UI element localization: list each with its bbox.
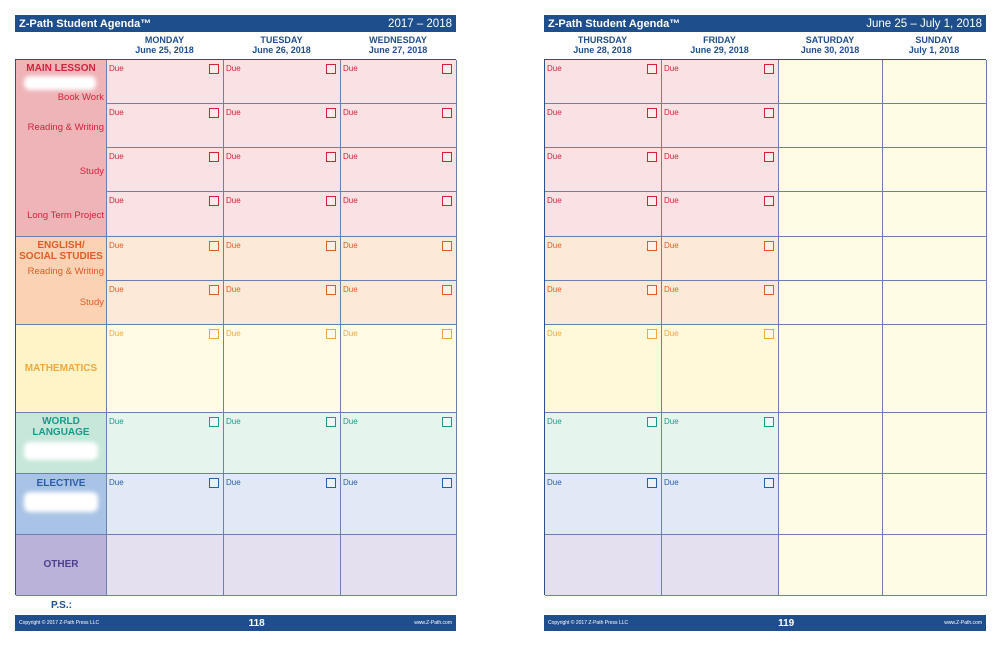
schedule-cell[interactable] [107,325,224,413]
schedule-cell[interactable] [341,104,457,148]
due-label: Due [343,108,358,117]
due-label: Due [664,196,679,205]
due-label: Due [664,108,679,117]
schedule-cell[interactable] [545,281,662,325]
schedule-cell[interactable] [883,237,987,281]
redacted-language-name [24,442,98,460]
due-label: Due [664,241,679,250]
due-checkbox[interactable] [209,478,219,488]
due-label: Due [664,417,679,426]
due-label: Due [664,329,679,338]
due-checkbox[interactable] [442,152,452,162]
due-label: Due [226,64,241,73]
day-header-thursday: THURSDAY June 28, 2018 [573,35,632,55]
due-checkbox[interactable] [647,241,657,251]
schedule-cell[interactable] [545,148,662,192]
week-range: June 25 – July 1, 2018 [866,17,982,30]
day-header-saturday: SATURDAY June 30, 2018 [800,35,860,55]
day-header-tuesday: TUESDAY June 26, 2018 [252,35,311,55]
schedule-cell[interactable] [883,535,987,596]
math-title: MATHEMATICS [24,363,98,374]
due-label: Due [547,329,562,338]
due-label: Due [109,241,124,250]
day-header-friday: FRIDAY June 29, 2018 [690,35,749,55]
due-label: Due [343,285,358,294]
due-checkbox[interactable] [647,478,657,488]
day-header-wednesday: WEDNESDAY June 27, 2018 [368,35,428,55]
schedule-cell[interactable] [545,104,662,148]
schedule-cell[interactable] [545,325,662,413]
schedule-cell[interactable] [779,104,883,148]
schedule-cell[interactable] [545,60,662,104]
due-label: Due [547,285,562,294]
due-checkbox[interactable] [442,329,452,339]
due-checkbox[interactable] [326,152,336,162]
due-checkbox[interactable] [764,329,774,339]
due-label: Due [343,64,358,73]
due-checkbox[interactable] [442,478,452,488]
due-label: Due [547,108,562,117]
schedule-cell[interactable] [341,325,457,413]
due-label: Due [109,329,124,338]
due-checkbox[interactable] [209,329,219,339]
page-number: 118 [248,617,265,629]
due-label: Due [343,478,358,487]
due-checkbox[interactable] [209,196,219,206]
due-checkbox[interactable] [647,417,657,427]
schedule-cell[interactable] [883,325,987,413]
due-checkbox[interactable] [647,196,657,206]
schedule-cell[interactable] [662,474,779,535]
schedule-cell[interactable] [341,192,457,237]
due-label: Due [109,108,124,117]
due-checkbox[interactable] [647,152,657,162]
schedule-cell[interactable] [779,281,883,325]
due-checkbox[interactable] [647,329,657,339]
due-checkbox[interactable] [442,417,452,427]
day-header-monday: MONDAY June 25, 2018 [135,35,194,55]
due-label: Due [226,417,241,426]
due-label: Due [547,241,562,250]
due-checkbox[interactable] [647,108,657,118]
due-checkbox[interactable] [209,152,219,162]
schedule-cell[interactable] [224,192,341,237]
due-checkbox[interactable] [209,64,219,74]
redacted-elective-name [24,492,98,512]
schedule-cell[interactable] [107,104,224,148]
due-label: Due [547,64,562,73]
schedule-cell[interactable] [779,325,883,413]
schedule-cell[interactable] [224,60,341,104]
due-label: Due [547,152,562,161]
schedule-cell[interactable] [341,281,457,325]
agenda-title: Z-Path Student Agenda™ [548,17,681,30]
schedule-cell[interactable] [662,325,779,413]
schedule-cell[interactable] [545,474,662,535]
schedule-cell[interactable] [107,60,224,104]
schedule-cell[interactable] [341,148,457,192]
copyright: Copyright © 2017 Z-Path Press LLC [548,620,629,626]
left-header-bar [15,15,456,32]
due-checkbox[interactable] [326,329,336,339]
schedule-cell[interactable] [662,60,779,104]
due-label: Due [343,241,358,250]
schedule-cell[interactable] [779,192,883,237]
ps-label: P.S.: [51,600,72,611]
page-number: 119 [778,617,795,629]
schedule-cell[interactable] [662,281,779,325]
school-year: 2017 – 2018 [388,17,452,30]
schedule-cell[interactable] [662,192,779,237]
schedule-cell[interactable] [224,104,341,148]
schedule-cell[interactable] [224,281,341,325]
row-label-study: Study [79,166,104,177]
due-label: Due [664,152,679,161]
schedule-cell[interactable] [341,237,457,281]
schedule-cell[interactable] [107,281,224,325]
english-label [16,237,107,325]
due-label: Due [226,196,241,205]
left-footer-bar [15,615,456,631]
schedule-cell[interactable] [224,237,341,281]
due-checkbox[interactable] [326,196,336,206]
day-header-sunday: SUNDAY July 1, 2018 [908,35,960,55]
elective-title: ELECTIVE [36,478,86,489]
due-label: Due [547,478,562,487]
copyright: Copyright © 2017 Z-Path Press LLC [19,620,100,626]
other-label [16,535,107,596]
due-checkbox[interactable] [209,108,219,118]
right-schedule-grid [544,59,986,595]
schedule-cell[interactable] [107,413,224,474]
due-checkbox[interactable] [442,196,452,206]
website: www.Z-Path.com [944,620,982,626]
due-checkbox[interactable] [442,64,452,74]
left-schedule-grid [15,59,456,595]
due-checkbox[interactable] [764,417,774,427]
schedule-cell[interactable] [545,237,662,281]
website: www.Z-Path.com [414,620,452,626]
schedule-cell[interactable] [779,413,883,474]
other-title: OTHER [43,559,79,570]
schedule-cell[interactable] [662,237,779,281]
main-lesson-title: MAIN LESSON [26,63,96,74]
schedule-cell[interactable] [662,104,779,148]
due-checkbox[interactable] [442,241,452,251]
schedule-cell[interactable] [224,413,341,474]
due-checkbox[interactable] [647,285,657,295]
schedule-cell[interactable] [779,535,883,596]
due-label: Due [109,478,124,487]
schedule-cell[interactable] [224,325,341,413]
due-checkbox[interactable] [326,108,336,118]
due-label: Due [226,152,241,161]
due-label: Due [109,196,124,205]
due-label: Due [664,64,679,73]
english-title: ENGLISH/ SOCIAL STUDIES [19,240,103,262]
due-checkbox[interactable] [326,241,336,251]
due-label: Due [226,241,241,250]
schedule-cell[interactable] [545,192,662,237]
schedule-cell[interactable] [107,237,224,281]
schedule-cell[interactable] [883,104,987,148]
schedule-cell[interactable] [662,413,779,474]
schedule-cell[interactable] [224,148,341,192]
due-checkbox[interactable] [442,108,452,118]
due-checkbox[interactable] [764,108,774,118]
due-checkbox[interactable] [764,241,774,251]
due-label: Due [343,152,358,161]
schedule-cell[interactable] [107,148,224,192]
schedule-cell[interactable] [883,60,987,104]
row-label-reading-writing: Reading & Writing [27,122,104,133]
due-label: Due [664,285,679,294]
due-label: Due [343,417,358,426]
redacted-teacher-name [24,76,96,90]
schedule-cell[interactable] [779,60,883,104]
due-label: Due [109,285,124,294]
schedule-cell[interactable] [107,474,224,535]
schedule-cell[interactable] [224,535,341,596]
due-checkbox[interactable] [764,478,774,488]
due-checkbox[interactable] [764,64,774,74]
due-checkbox[interactable] [326,285,336,295]
due-label: Due [226,108,241,117]
due-checkbox[interactable] [326,417,336,427]
row-label-reading-writing: Reading & Writing [27,266,104,277]
schedule-cell[interactable] [545,535,662,596]
due-checkbox[interactable] [209,417,219,427]
due-label: Due [226,329,241,338]
due-label: Due [547,196,562,205]
right-footer-bar [544,615,986,631]
schedule-cell[interactable] [883,148,987,192]
agenda-title: Z-Path Student Agenda™ [19,17,152,30]
schedule-cell[interactable] [662,535,779,596]
schedule-cell[interactable] [779,474,883,535]
due-checkbox[interactable] [209,285,219,295]
schedule-cell[interactable] [883,474,987,535]
schedule-cell[interactable] [662,148,779,192]
elective-label [16,474,107,535]
row-label-study: Study [79,297,104,308]
schedule-cell[interactable] [779,148,883,192]
due-checkbox[interactable] [647,64,657,74]
due-checkbox[interactable] [442,285,452,295]
schedule-cell[interactable] [341,474,457,535]
due-label: Due [547,417,562,426]
schedule-cell[interactable] [341,413,457,474]
due-checkbox[interactable] [326,478,336,488]
schedule-cell[interactable] [341,535,457,596]
schedule-cell[interactable] [883,413,987,474]
due-checkbox[interactable] [764,196,774,206]
due-label: Due [226,478,241,487]
main-lesson-label [16,60,107,237]
due-label: Due [664,478,679,487]
due-label: Due [109,64,124,73]
due-label: Due [109,417,124,426]
math-label [16,325,107,413]
schedule-cell[interactable] [883,281,987,325]
schedule-cell[interactable] [341,60,457,104]
row-label-book-work: Book Work [57,92,104,103]
due-label: Due [226,285,241,294]
schedule-cell[interactable] [224,474,341,535]
world-language-title: WORLD LANGUAGE [32,416,90,438]
schedule-cell[interactable] [107,535,224,596]
schedule-cell[interactable] [545,413,662,474]
schedule-cell[interactable] [107,192,224,237]
due-label: Due [109,152,124,161]
right-header-bar [544,15,986,32]
due-checkbox[interactable] [326,64,336,74]
schedule-cell[interactable] [883,192,987,237]
world-language-label [16,413,107,474]
due-checkbox[interactable] [764,285,774,295]
due-label: Due [343,196,358,205]
row-label-long-term-project: Long Term Project [27,210,104,221]
due-checkbox[interactable] [764,152,774,162]
due-checkbox[interactable] [209,241,219,251]
due-label: Due [343,329,358,338]
schedule-cell[interactable] [779,237,883,281]
